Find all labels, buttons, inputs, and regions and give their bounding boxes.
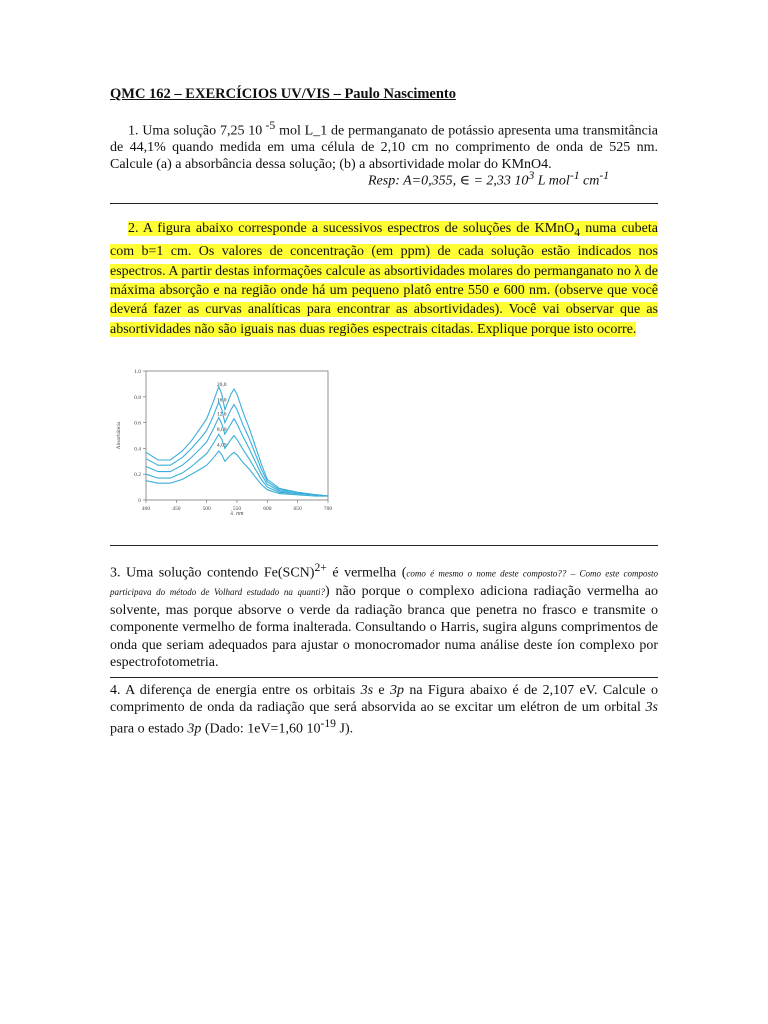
divider: [110, 203, 658, 204]
series-label: 4,00: [216, 442, 227, 449]
x-tick-label: 400: [141, 506, 151, 512]
question-4: [110, 683, 658, 738]
y-tick-label: 0.6: [134, 420, 141, 427]
y-tick-label: 0.4: [134, 446, 141, 453]
x-tick-label: 650: [293, 506, 302, 512]
y-tick-label: 1.0: [134, 369, 141, 375]
question-1-text: 1. Uma solução 7,25 10 $^{-5}$ mol L_1 de permanganato de potássio apresenta uma transmitância de 44,1% quando medida em uma célula de 2,10 cm no comprimento de onda de 525 nm. Calcule (a) a absorbância dessa solução; (b) a absortividade molar do KMnO4.: [110, 119, 659, 172]
x-tick-label: 600: [263, 506, 272, 512]
divider: [110, 677, 658, 678]
y-axis-label: Absorbância: [116, 421, 122, 450]
x-tick-label: 500: [202, 506, 211, 512]
question-1-answer: Resp: A=0,355, ∈ = 2,33 $10^3$ L mol$^{-1}$ $cm^{-1}$: [368, 169, 610, 189]
divider: [110, 545, 658, 546]
series-label: 8,00: [216, 427, 227, 434]
series-line: [146, 417, 328, 496]
question-3-text: 3. Uma solução contendo Fe(SCN)$^{2+}$ é vermelha (como é mesmo o nome deste composto?? – Como este composto participava do método de Volhard estudado na quanti?) não porque o complexo adiciona radiação vermelha ao solvente, mas porque absorve o verde da radiação branca que penetra no frasco e transmite o componente vermelho de forma inalterada. Consultando o Harris, sugira alguns comprimentos de onda que seriam adequados para ajustar o monocromador numa análise deste íon complexo por espectrofotometria.: [110, 561, 658, 671]
question-3: [110, 559, 658, 672]
x-tick-label: 550: [232, 506, 242, 512]
question-4-text: 4. A diferença de energia entre os orbitais 3s e 3p na Figura abaixo é de 2,107 eV. Calcule o comprimento de onda da radiação que será absorvida ao se excitar um elétron de um orbital 3s para o estado 3p (Dado: 1eV=1,60 $10^{-19}$ J).: [110, 683, 659, 737]
question-1: [110, 118, 658, 173]
series-line: [146, 387, 328, 497]
y-tick-label: 0: [138, 498, 141, 504]
series-line: [146, 434, 328, 496]
y-tick-label: 0.8: [134, 394, 141, 401]
x-tick-label: 700: [323, 506, 333, 512]
series-label: 12,0: [216, 411, 227, 418]
y-tick-label: 0.2: [134, 472, 141, 479]
question-2: [110, 219, 658, 339]
x-tick-label: 450: [172, 506, 181, 512]
series-label: 20,0: [216, 382, 227, 389]
plot-frame: [146, 371, 328, 500]
page-title: QMC 162 – EXERCÍCIOS UV/VIS – Paulo Nascimento: [110, 86, 457, 102]
highlighted-text: 2. A figura abaixo corresponde a sucessivos espectros de soluções de KMnO$_4$ numa cubeta com b=1 cm. Os valores de concentração (em ppm) de cada solução estão indicados nos espectros. A partir destas informações calcule as absortividades molares do permanganato no λ de máxima absorção e na região onde há um pequeno platô entre 550 e 600 nm. (observe que você deverá fazer as curvas analíticas para encontrar as absortividades). Você vai observar que as absortividades não são iguais nas duas regiões espectrais citadas. Explique porque isto ocorre.: [110, 221, 659, 337]
question-2-text: [110, 219, 658, 339]
spectra-chart: [110, 363, 336, 515]
spectra-chart-svg: [110, 363, 336, 515]
inline-note: como é mesmo o nome deste composto?? – Como este composto participava do método de Volhard estudado na quanti?: [110, 568, 658, 598]
x-axis-label: λ, nm: [230, 511, 244, 515]
series-label: 16,0: [216, 397, 227, 404]
